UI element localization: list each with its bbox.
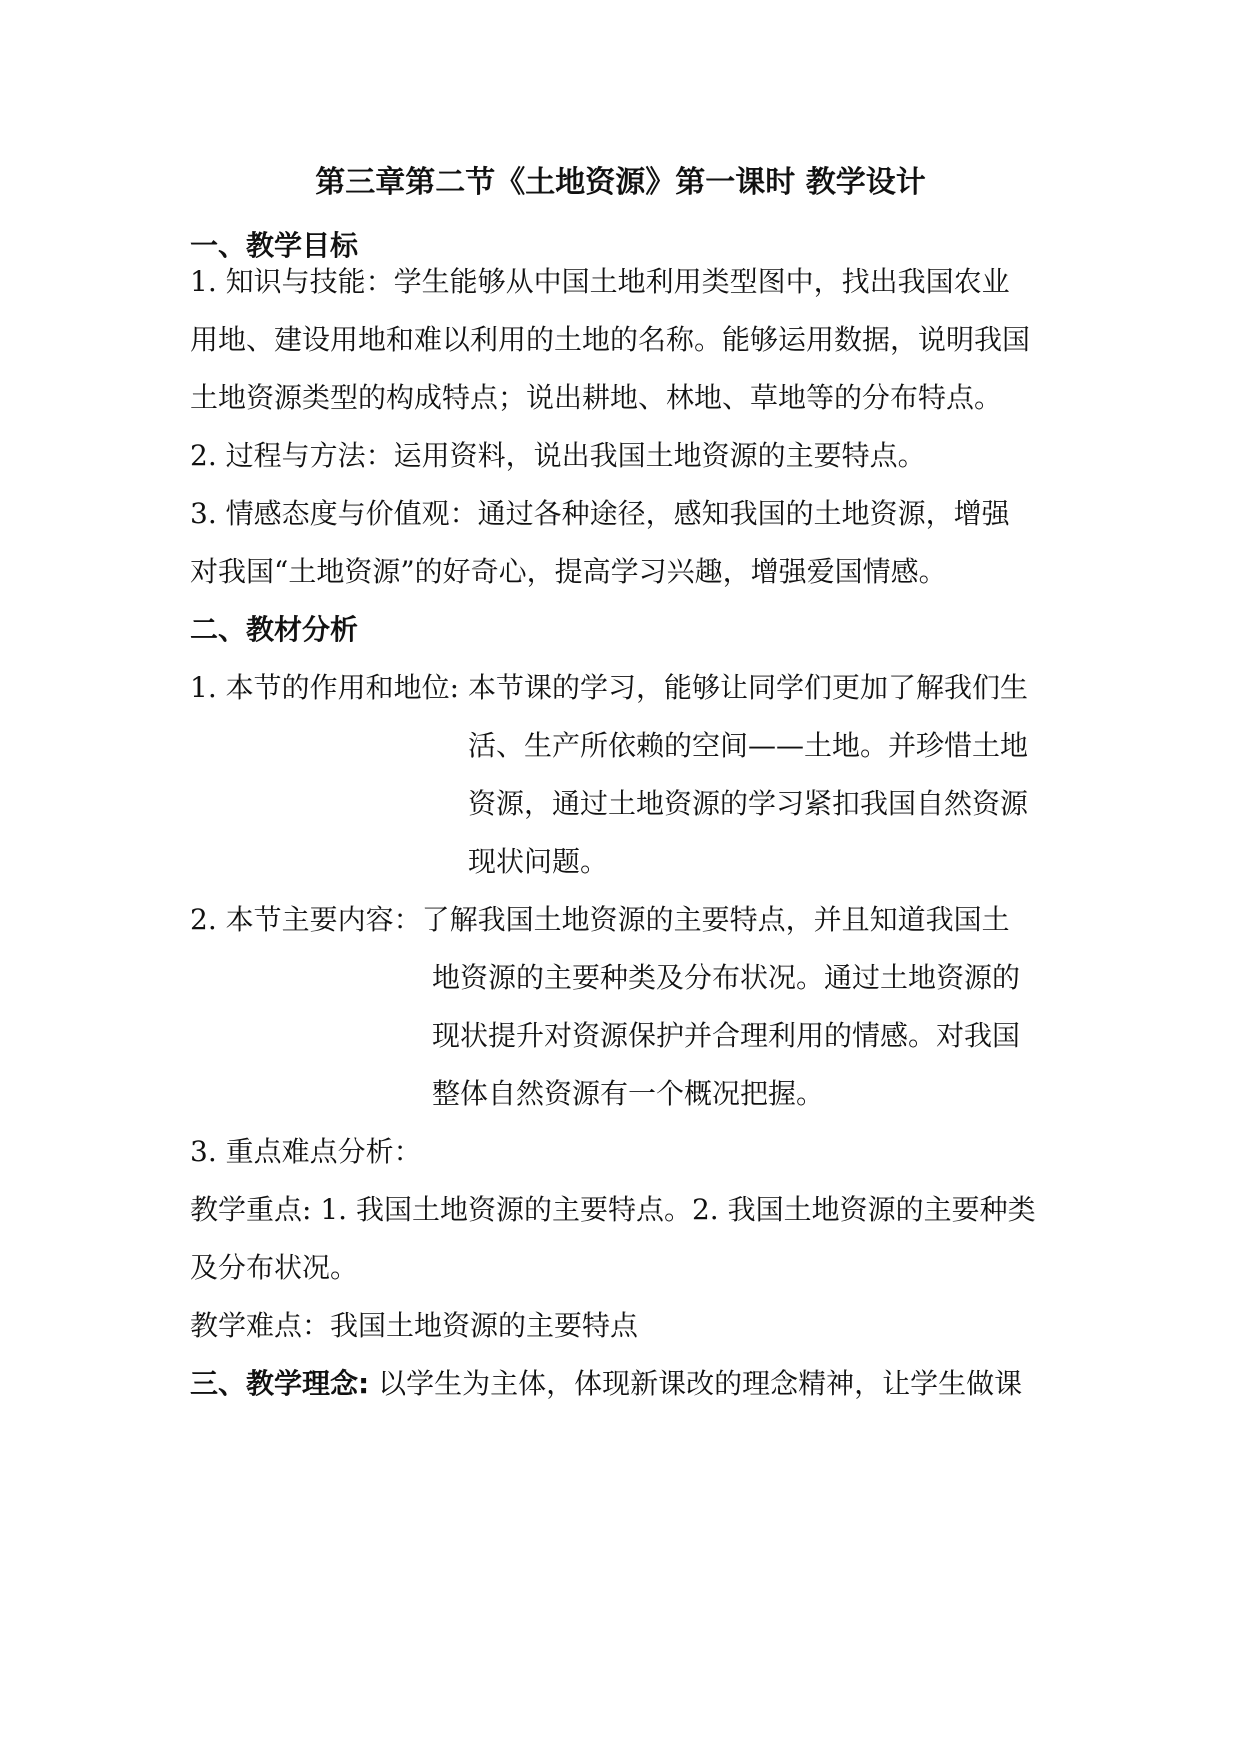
analysis-a-line-4: 现状问题。 xyxy=(468,845,609,878)
goal-line-2: 用地、建设用地和难以利用的土地的名称。能够运用数据，说明我国 xyxy=(190,323,1031,356)
analysis-c-line-1: 3. 重点难点分析： xyxy=(190,1135,422,1168)
analysis-a-line-2: 活、生产所依赖的空间——土地。并珍惜土地 xyxy=(468,729,1029,762)
teaching-concept-line xyxy=(190,1364,1050,1404)
goal-line-4: 2. 过程与方法：运用资料，说出我国土地资源的主要特点。 xyxy=(190,439,926,472)
analysis-b-line-3: 现状提升对资源保护并合理利用的情感。对我国 xyxy=(432,1019,1021,1052)
analysis-c-line-2: 教学重点: 1. 我国土地资源的主要特点。2. 我国土地资源的主要种类 xyxy=(190,1193,1036,1226)
document-title: 第三章第二节《土地资源》第一课时 教学设计 xyxy=(315,165,926,200)
analysis-a-line-3: 资源，通过土地资源的学习紧扣我国自然资源 xyxy=(468,787,1029,820)
analysis-a-line-1: 1. 本节的作用和地位: 本节课的学习，能够让同学们更加了解我们生 xyxy=(190,671,1028,704)
section-heading-material-analysis: 二、教材分析 xyxy=(190,613,359,646)
section-heading-teaching-goals: 一、教学目标 xyxy=(190,229,359,262)
analysis-b-line-4: 整体自然资源有一个概况把握。 xyxy=(432,1077,825,1110)
analysis-b-line-1: 2. 本节主要内容：了解我国土地资源的主要特点，并且知道我国土 xyxy=(190,903,1010,936)
analysis-c-line-4: 教学难点：我国土地资源的主要特点 xyxy=(190,1309,639,1342)
goal-line-5: 3. 情感态度与价值观：通过各种途径，感知我国的土地资源，增强 xyxy=(190,497,1010,530)
teaching-concept-text: 以学生为主体，体现新课改的理念精神，让学生做课 xyxy=(369,1367,1023,1400)
section-heading-teaching-concept: 三、教学理念: xyxy=(190,1367,370,1400)
goal-line-1: 1. 知识与技能：学生能够从中国土地利用类型图中，找出我国农业 xyxy=(190,265,1010,298)
analysis-c-line-3: 及分布状况。 xyxy=(190,1251,359,1284)
analysis-b-line-2: 地资源的主要种类及分布状况。通过土地资源的 xyxy=(432,961,1021,994)
goal-line-3: 土地资源类型的构成特点；说出耕地、林地、草地等的分布特点。 xyxy=(190,381,1003,414)
goal-line-6: 对我国“土地资源”的好奇心，提高学习兴趣，增强爱国情感。 xyxy=(190,555,947,588)
